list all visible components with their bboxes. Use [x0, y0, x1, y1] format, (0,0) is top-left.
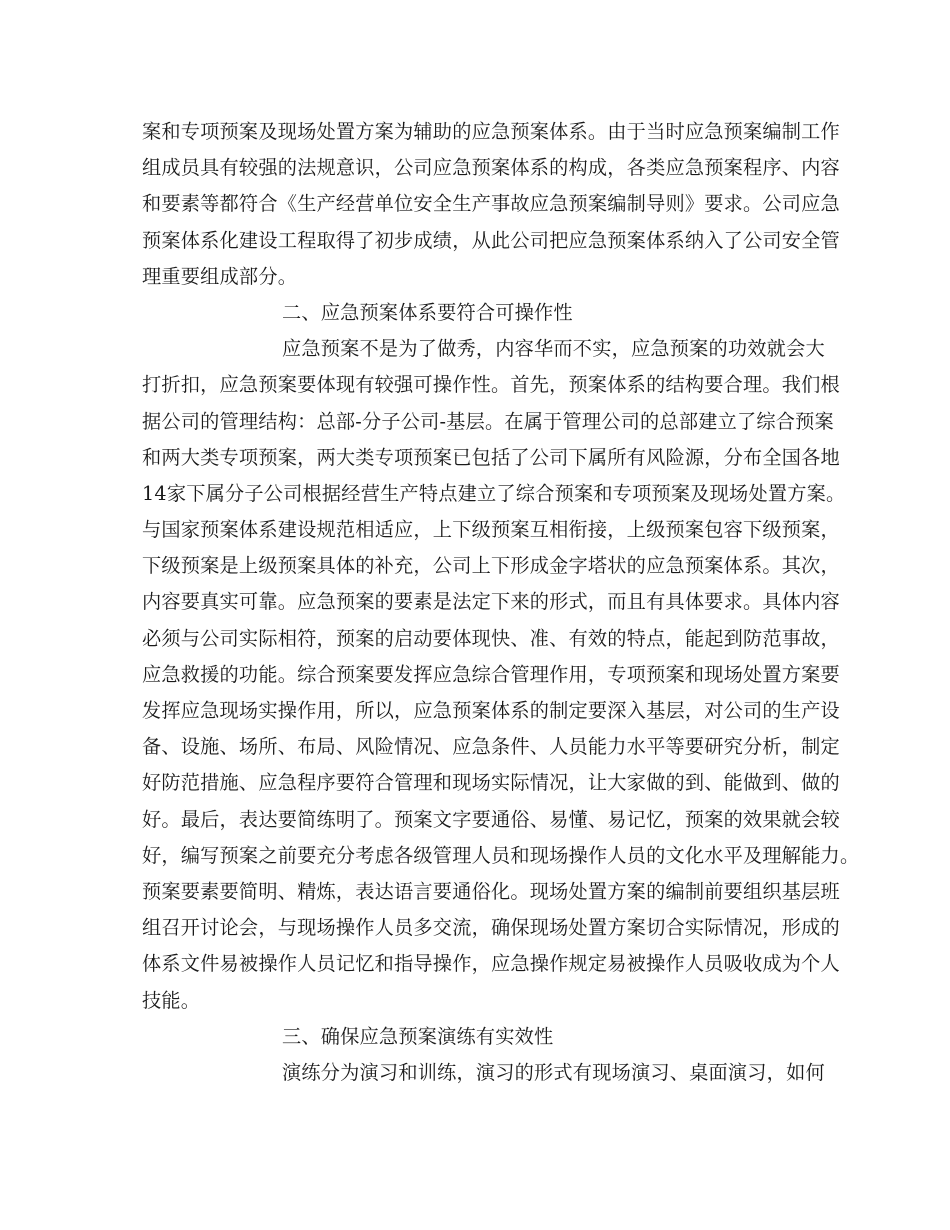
- text-line: 内容要真实可靠。应急预案的要素是法定下来的形式，而且有具体要求。具体内容: [142, 590, 840, 614]
- text-line: 必须与公司实际相符，预案的启动要体现快、准、有效的特点，能起到防范事故，: [142, 626, 840, 650]
- text-line: 组成员具有较强的法规意识，公司应急预案体系的构成，各类应急预案程序、内容: [142, 156, 840, 180]
- text-line: 技能。: [142, 988, 201, 1012]
- paragraph-first-line: 应急预案不是为了做秀，内容华而不实，应急预案的功效就会大: [282, 337, 825, 361]
- text-line: 打折扣，应急预案要体现有较强可操作性。首先，预案体系的结构要合理。我们根: [142, 373, 840, 397]
- text-line: 好防范措施、应急程序要符合管理和现场实际情况，让大家做的到、能做到、做的: [142, 771, 840, 795]
- text-line: 组召开讨论会，与现场操作人员多交流，确保现场处置方案切合实际情况，形成的: [142, 916, 840, 940]
- text-line: 应急救援的功能。综合预案要发挥应急综合管理作用，专项预案和现场处置方案要: [142, 662, 840, 686]
- document-body: [142, 114, 860, 1091]
- text-line: 体系文件易被操作人员记忆和指导操作，应急操作规定易被操作人员吸收成为个人: [142, 952, 840, 976]
- section-heading: 三、确保应急预案演练有实效性: [282, 1024, 554, 1048]
- text-line: 与国家预案体系建设规范相适应，上下级预案互相衔接，上级预案包容下级预案，: [142, 518, 840, 542]
- text-line: 预案体系化建设工程取得了初步成绩，从此公司把应急预案体系纳入了公司安全管: [142, 228, 840, 252]
- text-line: 理重要组成部分。: [142, 264, 298, 288]
- text-line: 据公司的管理结构：总部-分子公司-基层。在属于管理公司的总部建立了综合预案: [142, 409, 834, 433]
- text-line: 案和专项预案及现场处置方案为辅助的应急预案体系。由于当时应急预案编制工作: [142, 120, 840, 143]
- text-line: 和两大类专项预案，两大类专项预案已包括了公司下属所有风险源，分布全国各地: [142, 445, 840, 469]
- text-line: 14家下属分子公司根据经营生产特点建立了综合预案和专项预案及现场处置方案。: [142, 481, 846, 505]
- text-line: 备、设施、场所、布局、风险情况、应急条件、人员能力水平等要研究分析，制定: [142, 735, 840, 759]
- paragraph-first-line: 演练分为演习和训练，演习的形式有现场演习、桌面演习，如何: [282, 1060, 825, 1084]
- text-line: 下级预案是上级预案具体的补充，公司上下形成金字塔状的应急预案体系。其次，: [142, 554, 840, 578]
- section-heading: 二、应急预案体系要符合可操作性: [282, 300, 573, 324]
- text-line: 和要素等都符合《生产经营单位安全生产事故应急预案编制导则》要求。公司应急: [142, 192, 840, 216]
- text-line: 发挥应急现场实操作用，所以，应急预案体系的制定要深入基层，对公司的生产设: [142, 699, 840, 722]
- text-line: 预案要素要简明、精炼，表达语言要通俗化。现场处置方案的编制前要组织基层班: [142, 879, 840, 903]
- text-line: 好，编写预案之前要充分考虑各级管理人员和现场操作人员的文化水平及理解能力。: [142, 843, 860, 867]
- text-line: 好。最后，表达要简练明了。预案文字要通俗、易懂、易记忆，预案的效果就会较: [142, 807, 840, 831]
